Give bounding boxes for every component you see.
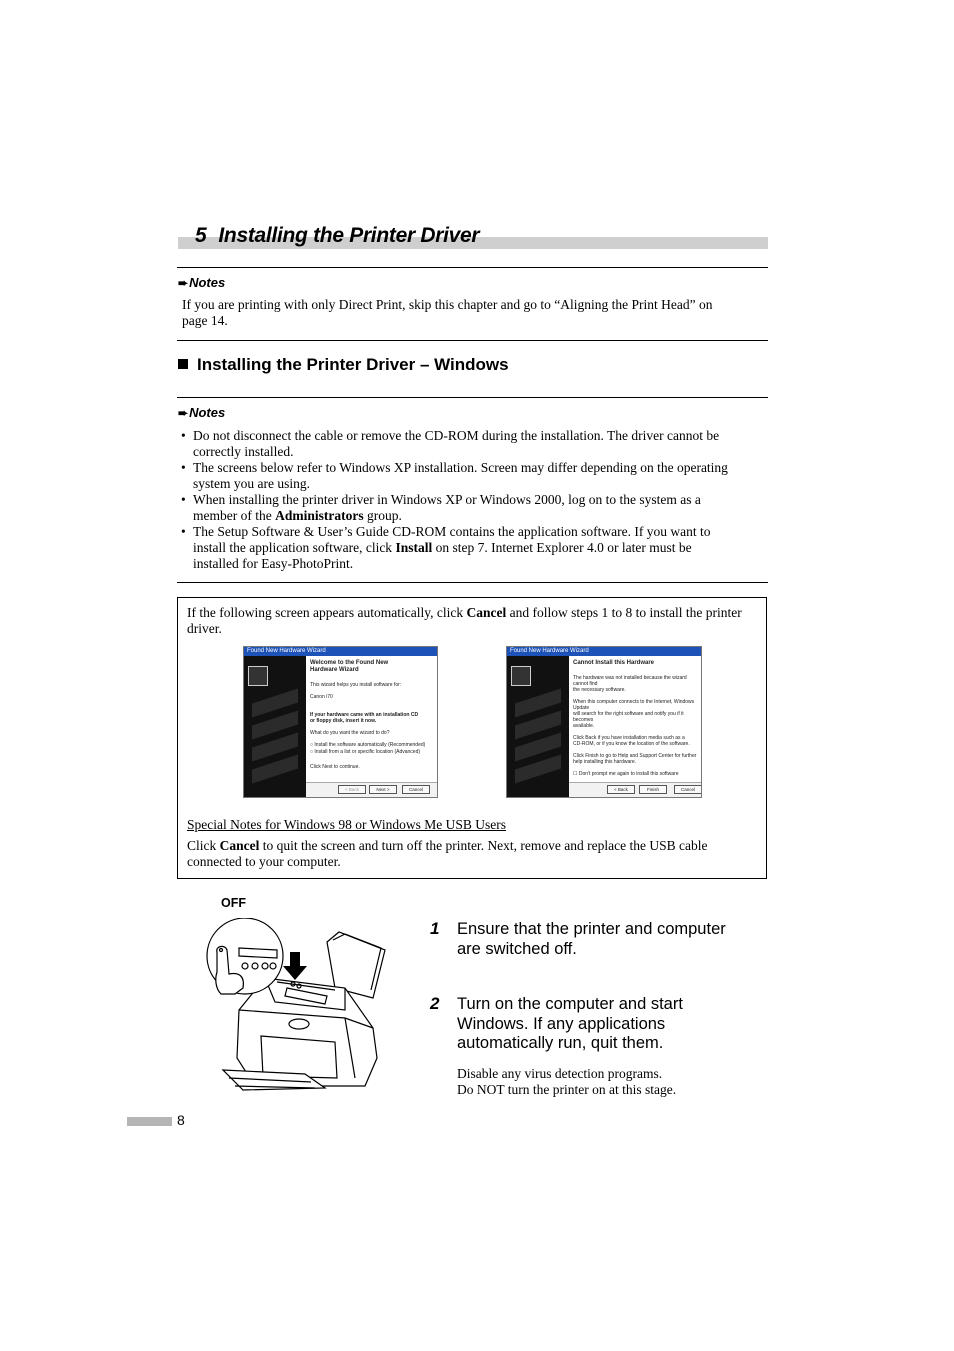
text-run: If the following screen appears automatically, click xyxy=(187,605,467,620)
chapter-title xyxy=(195,224,491,248)
wizard-text: help installing this hardware. xyxy=(573,759,637,765)
cancel-button[interactable]: Cancel xyxy=(674,785,702,794)
text-run: on step 7. Internet Explorer 4.0 or later must be xyxy=(432,540,692,555)
step-line: are switched off. xyxy=(457,939,577,958)
note-direct-print xyxy=(182,297,772,329)
text-run: install the application software, click xyxy=(193,540,396,555)
back-button[interactable]: < Back xyxy=(607,785,635,794)
notes-arrow-icon: ➨ xyxy=(178,406,189,420)
wizard-text: the necessary software. xyxy=(573,687,626,693)
off-label: OFF xyxy=(221,896,246,910)
wizard-text: will search for the right software and notify you if it becomes xyxy=(573,711,684,723)
text-run: member of the xyxy=(193,508,276,523)
square-bullet-icon xyxy=(178,359,188,369)
step-line: Ensure that the printer and computer xyxy=(457,920,726,938)
step-line: Turn on the computer and start xyxy=(457,995,683,1013)
radio-option[interactable]: ○ Install from a list or specific location (Advanced) xyxy=(310,749,421,755)
wizard-text: When this computer connects to the Internet, Windows Update xyxy=(573,699,695,711)
step-number: 1 xyxy=(430,919,440,938)
text-run: and follow steps 1 to 8 to install the printer xyxy=(506,605,742,620)
note-line: If you are printing with only Direct Print, skip this chapter and go to “Aligning the Print Head” on xyxy=(182,297,713,312)
list-item: • Do not disconnect the cable or remove the CD-ROM during the installation. The driver cannot be correctly installed. xyxy=(181,428,766,460)
chapter-number: 5 xyxy=(195,224,207,247)
wizard-heading: Welcome to the Found New Hardware Wizard xyxy=(310,660,389,673)
hardware-icon xyxy=(248,666,268,686)
window-titlebar: Found New Hardware Wizard xyxy=(244,647,437,656)
wizard-text: Canon i70 xyxy=(310,694,333,700)
notes-top-rule xyxy=(177,267,768,268)
special-notes-line: connected to your computer. xyxy=(187,854,341,869)
list-item: • The screens below refer to Windows XP installation. Screen may differ depending on the operating system you are using. xyxy=(181,460,766,492)
wizard-side-graphic xyxy=(244,656,306,797)
special-notes-text xyxy=(187,838,762,870)
section-title-text: Installing the Printer Driver – Windows xyxy=(197,355,509,374)
notes-label xyxy=(178,405,225,420)
wizard-screenshot-cannot-install xyxy=(506,646,702,798)
printer-power-off-illustration xyxy=(195,918,395,1100)
step-line: automatically run, quit them. xyxy=(457,1034,664,1052)
bullet-line xyxy=(193,540,766,556)
step-number: 2 xyxy=(430,994,440,1013)
text-run: to quit the screen and turn off the printer. Next, remove and replace the USB cable xyxy=(259,838,708,853)
bold-term: Administrators xyxy=(275,508,364,523)
wizard-text: If your hardware came with an installation CD xyxy=(310,712,419,718)
note-line: page 14. xyxy=(182,313,228,328)
wizard-text: The hardware was not installed because the wizard cannot find xyxy=(573,675,687,687)
list-item: • When installing the printer driver in Windows XP or Windows 2000, log on to the system as a member of the Administrators group. xyxy=(181,492,766,524)
checkbox-option[interactable]: ☐ Don't prompt me again to install this software xyxy=(573,771,679,777)
wizard-text: This wizard helps you install software for: xyxy=(310,682,402,688)
section-title xyxy=(178,355,509,375)
window-titlebar: Found New Hardware Wizard xyxy=(507,647,701,656)
finish-button[interactable]: Finish xyxy=(639,785,667,794)
bullet-line: The screens below refer to Windows XP installation. Screen may differ depending on the operating xyxy=(193,460,728,475)
notes-label-text: Notes xyxy=(189,275,226,290)
step-2-text xyxy=(457,995,757,1054)
notes-label-text: Notes xyxy=(189,405,226,420)
step-note-line: Disable any virus detection programs. xyxy=(457,1066,663,1081)
radio-option[interactable]: ○ Install the software automatically (Recommended) xyxy=(310,742,426,748)
step-2-note xyxy=(457,1066,757,1098)
bullet-line: system you are using. xyxy=(193,476,310,491)
bullet-line: correctly installed. xyxy=(193,444,294,459)
bold-term: Cancel xyxy=(219,838,260,853)
back-button[interactable]: < Back xyxy=(338,785,366,794)
next-button[interactable]: Next > xyxy=(369,785,397,794)
notes-bottom-rule xyxy=(177,582,768,583)
bold-term: Cancel xyxy=(466,605,507,620)
page-number-bar xyxy=(127,1117,172,1126)
bullet-line: The Setup Software & User’s Guide CD-ROM contains the application software. If you want to xyxy=(193,524,711,539)
special-notes-line xyxy=(187,838,762,854)
wizard-content xyxy=(310,660,434,776)
bullet-line: installed for Easy-PhotoPrint. xyxy=(193,556,354,571)
text-run: Click xyxy=(187,838,220,853)
notes-arrow-icon: ➨ xyxy=(178,276,189,290)
wizard-content xyxy=(573,660,698,783)
notes-top-rule xyxy=(177,397,768,398)
notes-label xyxy=(178,275,225,290)
bullet-line: Do not disconnect the cable or remove the CD-ROM during the installation. The driver cannot be xyxy=(193,428,720,443)
wizard-footer xyxy=(306,782,437,797)
box-intro xyxy=(187,605,762,637)
bullet-line: When installing the printer driver in Windows XP or Windows 2000, log on to the system as a xyxy=(193,492,701,507)
wizard-text: Click Back if you have installation media such as a xyxy=(573,735,685,741)
notes-bottom-rule xyxy=(177,340,768,341)
step-1-text xyxy=(457,920,757,959)
wizard-text: CD-ROM, or if you know the location of the software. xyxy=(573,741,690,747)
wizard-text: Click Next to continue. xyxy=(310,764,360,770)
wizard-text: What do you want the wizard to do? xyxy=(310,730,390,736)
cancel-button[interactable]: Cancel xyxy=(402,785,430,794)
hardware-icon xyxy=(511,666,531,686)
chapter-title-text: Installing the Printer Driver xyxy=(218,224,480,247)
wizard-side-graphic xyxy=(507,656,569,797)
step-line: Windows. If any applications xyxy=(457,1014,666,1033)
box-intro-line: driver. xyxy=(187,621,222,636)
wizard-footer xyxy=(569,782,701,797)
page-number: 8 xyxy=(177,1112,185,1128)
wizard-heading: Cannot Install this Hardware xyxy=(573,660,655,666)
bullet-line xyxy=(193,508,766,524)
wizard-text: or floppy disk, insert it now. xyxy=(310,718,377,724)
special-notes-title: Special Notes for Windows 98 or Windows Me USB Users xyxy=(187,817,507,832)
bold-term: Install xyxy=(395,540,433,555)
step-note-line: Do NOT turn the printer on at this stage. xyxy=(457,1082,677,1097)
box-intro-line xyxy=(187,605,762,621)
wizard-text: Click Finish to go to Help and Support Center for further xyxy=(573,753,697,759)
wizard-text: available. xyxy=(573,723,595,729)
text-run: group. xyxy=(363,508,402,523)
list-item: • The Setup Software & User’s Guide CD-ROM contains the application software. If you want to install the application software, click Install on step 7. Internet Explorer 4.0 or later must be installed for Easy-PhotoPrint. xyxy=(181,524,766,572)
wizard-screenshot-welcome xyxy=(243,646,438,798)
notes-bullet-list xyxy=(181,428,766,572)
